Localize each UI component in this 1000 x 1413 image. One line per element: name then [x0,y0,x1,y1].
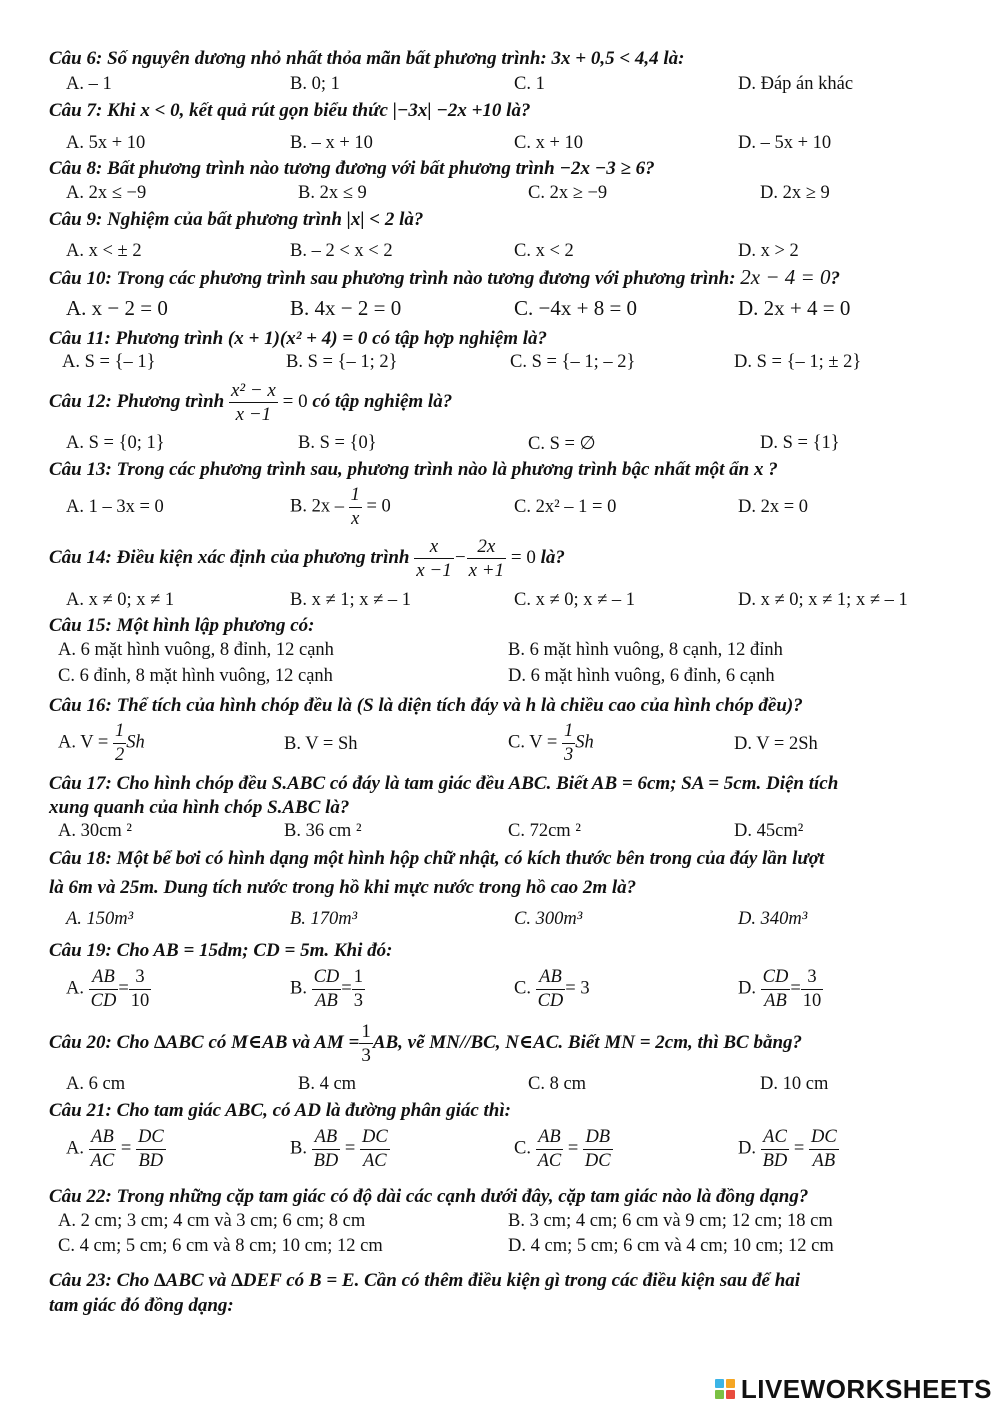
option-b: B. S = {– 1; 2} [286,352,398,372]
option-d: D. S = {1} [760,433,840,453]
fraction [583,1128,613,1170]
option-c: C. 2x² – 1 = 0 [514,497,617,517]
fraction [359,1022,373,1065]
logo-icon [715,1379,737,1401]
option-d [738,968,823,1010]
liveworksheets-logo [715,1374,992,1405]
option-b: B. x ≠ 1; x ≠ – 1 [290,590,412,610]
question-20-stem: Câu 20: Cho ∆ABC có M∈AB và AM = [49,1031,360,1053]
fraction [801,968,824,1010]
option-d: D. x ≠ 0; x ≠ 1; x ≠ – 1 [738,590,908,610]
option-d: D. 6 mặt hình vuông, 6 đỉnh, 6 cạnh [508,666,775,686]
option-d: D. x > 2 [738,241,799,261]
option-b-tail: = 0 [366,496,391,517]
fraction [136,1128,166,1170]
option-c: C. x + 10 [514,133,584,153]
denominator: AB [315,990,338,1011]
fraction [761,968,791,1010]
fraction [312,1128,341,1170]
option-b: B. V = Sh [284,734,358,754]
option-d: D. 340m³ [738,909,808,929]
option-b: B. 2x ≤ 9 [298,183,367,203]
option-c [514,968,590,1010]
numerator: 3 [129,968,152,990]
question-23: Câu 23: Cho ∆ABC và ∆DEF có B = E. Cần có thêm điều kiện gì trong các điều kiện sau để hai [49,1270,801,1291]
option-c: C. x ≠ 0; x ≠ – 1 [514,590,636,610]
option-a: A. 150m³ [66,909,134,929]
option-d: D. 45cm² [734,821,804,841]
denominator: 2 [115,744,125,765]
numerator: DC [136,1128,166,1150]
numerator: AB [536,968,566,990]
option-c: C. 6 đỉnh, 8 mặt hình vuông, 12 cạnh [58,666,333,686]
denominator: 10 [130,990,150,1011]
numerator: AC [761,1128,790,1150]
denominator: x −1 [416,560,452,581]
option-label: D. [738,978,756,999]
option-c: C. $\frac{AB}{AC}$ = $\frac{DB}{DC}$ [514,1127,611,1171]
denominator: AC [362,1150,387,1171]
option-c: C. 1 [514,74,545,94]
denominator: AB [812,1150,836,1171]
equals: = 3 [565,978,590,999]
denominator: 3 [361,1045,371,1066]
option-b: B. S = {0} [298,433,377,453]
option-a-tail: Sh [126,732,145,753]
equals: = 0 [510,546,536,568]
option-b: B. 3 cm; 4 cm; 6 cm và 9 cm; 12 cm; 18 cm [508,1211,833,1231]
numerator: 2x [467,537,507,559]
numerator: DC [809,1128,839,1150]
question-10 [49,265,840,290]
question-12 [49,381,452,424]
minus: − [453,546,467,568]
question-17: Câu 17: Cho hình chóp đều S.ABC có đáy là tam giác đều ABC. Biết AB = 6cm; SA = 5cm. Diện tích [49,773,839,794]
option-d: D. S = {– 1; ± 2} [734,352,862,372]
option-c: C. 72cm ² [508,821,581,841]
numerator: AB [312,1128,341,1150]
option-b: B. 36 cm ² [284,821,362,841]
option-a: A. 1 – 3x = 0 [66,497,164,517]
option-label: D. [738,1138,756,1159]
fraction [312,968,342,1010]
fraction [349,486,362,528]
numerator: x [414,537,454,559]
option-c: C. S = ∅ [528,434,596,454]
question-15: Câu 15: Một hình lập phương có: [49,615,315,636]
denominator: 3 [563,744,574,765]
equals: = 0 [282,390,308,412]
fraction [89,1128,117,1170]
option-a: A. S = {0; 1} [66,433,165,453]
option-a: A. 30cm ² [58,821,132,841]
fraction [89,968,119,1010]
option-a: A. 2 cm; 3 cm; 4 cm và 3 cm; 6 cm; 8 cm [58,1211,366,1231]
option-a [58,722,145,764]
option-d: D. V = 2Sh [734,734,818,754]
fraction [809,1128,839,1170]
denominator: 10 [802,990,822,1011]
option-b-text: B. 2x – [290,496,344,517]
fraction [352,968,365,1010]
option-c: C. −4x + 8 = 0 [514,296,638,320]
numerator: x² − x [230,380,276,401]
question-14 [49,537,565,580]
option-b: B. 170m³ [290,909,358,929]
numerator: CD [312,968,342,990]
numerator: 1 [113,722,126,744]
option-a: A. x − 2 = 0 [66,296,168,320]
question-23-line-2: tam giác đó đồng dạng: [49,1295,234,1316]
option-label: C. [514,978,531,999]
option-a: A. 5x + 10 [66,133,146,153]
question-9: Câu 9: Nghiệm của bất phương trình |x| < 2 là? [49,209,424,230]
question-18-line-2: là 6m và 25m. Dung tích nước trong hồ khi mực nước trong hồ cao 2m là? [49,877,637,898]
option-c: C. 300m³ [514,909,583,929]
option-d: D. 2x + 4 = 0 [738,296,851,320]
denominator: x [351,508,360,529]
numerator: AB [536,1128,564,1150]
question-14-stem: Câu 14: Điều kiện xác định của phương trình [49,546,410,568]
numerator: 1 [352,968,365,990]
option-c: C. 4 cm; 5 cm; 6 cm và 8 cm; 10 cm; 12 cm [58,1236,383,1256]
fraction [113,722,126,764]
numerator: DC [360,1128,390,1150]
option-label: A. [66,1138,84,1159]
option-d: D. 2x ≥ 9 [760,183,830,203]
denominator: AC [90,1150,115,1171]
fraction [536,968,566,1010]
question-8: Câu 8: Bất phương trình nào tương đương với bất phương trình −2x −3 ≥ 6? [49,158,655,179]
denominator: AC [537,1150,562,1171]
option-b [290,486,391,528]
equation: 2x − 4 = 0 [740,265,831,289]
option-c-tail: Sh [575,732,594,753]
denominator: x +1 [468,560,505,581]
question-16: Câu 16: Thể tích của hình chóp đều là (S là diện tích đáy và h là chiều cao của hình chóp đều)? [49,695,803,716]
option-b: B. $\frac{AB}{BD}$ = $\frac{DC}{AC}$ [290,1127,388,1171]
fraction [414,537,454,580]
option-b: B. 6 mặt hình vuông, 8 cạnh, 12 đỉnh [508,640,783,660]
option-c: C. 2x ≥ −9 [528,183,608,203]
option-label: B. [290,1138,307,1159]
question-14-tail: là? [540,546,565,568]
question-6: Câu 6: Số nguyên dương nhỏ nhất thỏa mãn bất phương trình: 3x + 0,5 < 4,4 là: [49,48,685,69]
option-a: A. x < ± 2 [66,241,142,261]
numerator: AB [89,968,119,990]
fraction [761,1128,790,1170]
option-c: C. x < 2 [514,241,574,261]
numerator: 1 [361,1021,371,1042]
equals: = [118,978,129,999]
equals: = [790,978,801,999]
fraction [360,1128,390,1170]
question-19: Câu 19: Cho AB = 15dm; CD = 5m. Khi đó: [49,940,393,961]
option-a: A. – 1 [66,74,112,94]
question-17-line-2: xung quanh của hình chóp S.ABC là? [49,797,350,818]
fraction [229,381,278,424]
option-a: A. 6 cm [66,1074,126,1094]
denominator: x −1 [235,404,272,425]
question-12-tail: có tập nghiệm là? [312,390,453,412]
option-label: A. [66,978,84,999]
option-b: B. – x + 10 [290,133,373,153]
denominator: BD [313,1150,339,1171]
option-a: A. S = {– 1} [62,352,156,372]
option-c-text: C. V = [508,732,558,753]
question-21: Câu 21: Cho tam giác ABC, có AD là đường phân giác thì: [49,1100,511,1121]
question-10-stem: Câu 10: Trong các phương trình sau phương trình nào tương đương với phương trình: [49,268,736,289]
question-7: Câu 7: Khi x < 0, kết quả rút gọn biểu thức |−3x| −2x +10 là? [49,100,531,121]
option-d: D. 4 cm; 5 cm; 6 cm và 4 cm; 10 cm; 12 cm [508,1236,834,1256]
denominator: BD [138,1150,164,1171]
option-c [508,722,594,764]
numerator: DB [583,1128,613,1150]
equals: = [341,978,352,999]
option-b: B. 4 cm [298,1074,357,1094]
question-mark: ? [830,268,840,289]
option-label: B. [290,978,307,999]
option-a [66,968,151,1010]
option-a: A. 2x ≤ −9 [66,183,147,203]
fraction [536,1128,564,1170]
option-d: D. Đáp án khác [738,74,854,94]
denominator: DC [584,1150,611,1171]
option-d: D. 2x = 0 [738,497,809,517]
fraction [129,968,152,1010]
denominator: AB [764,990,787,1011]
option-b: B. 4x − 2 = 0 [290,296,402,320]
denominator: 3 [353,990,363,1011]
option-d: D. 10 cm [760,1074,829,1094]
question-18: Câu 18: Một bể bơi có hình dạng một hình hộp chữ nhật, có kích thước bên trong của đáy lần lượt [49,848,825,869]
denominator: BD [762,1150,788,1171]
option-a: A. 6 mặt hình vuông, 8 đỉnh, 12 cạnh [58,640,334,660]
denominator: CD [90,990,117,1011]
option-d: D. – 5x + 10 [738,133,832,153]
numerator: 3 [801,968,824,990]
option-a-text: A. V = [58,732,109,753]
option-b [290,968,365,1010]
denominator: CD [537,990,564,1011]
fraction [467,537,507,580]
logo-text: LIVEWORKSHEETS [740,1374,992,1404]
question-22: Câu 22: Trong những cặp tam giác có độ dài các cạnh dưới đây, cặp tam giác nào là đồng dạng? [49,1186,809,1207]
question-20-tail: AB, vẽ MN//BC, N∈AC. Biết MN = 2cm, thì BC bằng? [372,1031,803,1053]
option-b: B. – 2 < x < 2 [290,241,393,261]
fraction [562,722,575,764]
option-c: C. 8 cm [528,1074,587,1094]
option-c: C. S = {– 1; – 2} [510,352,636,372]
numerator: CD [761,968,791,990]
numerator: AB [89,1128,117,1150]
option-label: C. [514,1138,531,1159]
option-d: D. $\frac{AC}{BD}$ = $\frac{DC}{AB}$ [738,1127,837,1171]
numerator: 1 [349,486,362,508]
question-13: Câu 13: Trong các phương trình sau, phương trình nào là phương trình bậc nhất một ẩn x ? [49,459,778,480]
question-12-stem: Câu 12: Phương trình [49,390,225,412]
option-a: A. x ≠ 0; x ≠ 1 [66,590,175,610]
numerator: 1 [562,722,575,744]
option-b: B. 0; 1 [290,74,340,94]
option-a: A. $\frac{AB}{AC}$ = $\frac{DC}{BD}$ [66,1127,164,1171]
question-11: Câu 11: Phương trình (x + 1)(x² + 4) = 0 có tập hợp nghiệm là? [49,328,548,349]
question-20 [49,1022,802,1065]
